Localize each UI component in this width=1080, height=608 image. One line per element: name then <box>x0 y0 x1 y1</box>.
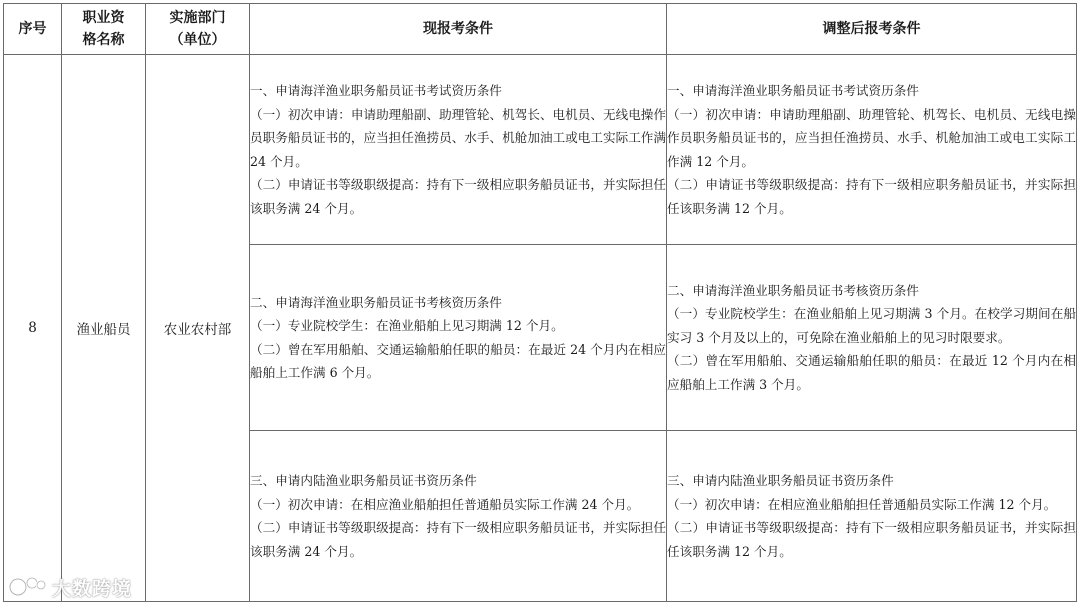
dashuju-logo-icon <box>8 573 48 601</box>
current-3-heading: 三、申请内陆渔业职务船员证书资历条件 <box>250 473 477 488</box>
adjusted-2-item-1: （一）专业院校学生：在渔业船舶上见习期满 3 个月。在校学习期间在船实习 3 个月及以上的，可免除在渔业船舶上的见习时限要求。 <box>667 306 1076 345</box>
header-adjusted-conditions: 调整后报考条件 <box>667 4 1077 55</box>
current-2-heading: 二、申请海洋渔业职务船员证书考核资历条件 <box>250 294 502 310</box>
adjusted-conditions-cell-3 <box>667 431 1077 602</box>
adjusted-3-item-2: （二）申请证书等级职级提高：持有下一级相应职务船员证书，并实际担任该职务满 12 个月。 <box>667 520 1076 559</box>
current-conditions-cell-1 <box>250 55 667 245</box>
header-department: 实施部门（单位） <box>146 4 250 55</box>
adjusted-conditions-cell-1 <box>667 55 1077 245</box>
current-2-item-2: （二）曾在军用船舶、交通运输船舶任职的船员：在最近 24 个月内在相应船舶上工作满 6 个月。 <box>250 341 666 380</box>
current-1-heading: 一、申请海洋渔业职务船员证书考试资历条件 <box>250 83 502 98</box>
current-1-item-1: （一）初次申请：申请助理船副、助理管轮、机驾长、电机员、无线电操作员职务船员证书的，应当担任渔捞员、水手、机舱加油工或电工实际工作满 24 个月。 <box>250 106 666 169</box>
table-row <box>4 55 1077 245</box>
adjusted-3-heading: 三、申请内陆渔业职务船员证书资历条件 <box>667 473 894 488</box>
qualification-cell: 渔业船员 <box>62 55 146 602</box>
current-3-item-1: （一）初次申请：在相应渔业船舶担任普通船员实际工作满 24 个月。 <box>250 496 640 512</box>
current-conditions-cell-3 <box>250 431 667 602</box>
current-conditions-cell-2 <box>250 245 667 431</box>
header-current-conditions: 现报考条件 <box>250 4 667 55</box>
header-qualification: 职业资格名称 <box>62 4 146 55</box>
qualification-table <box>3 3 1077 602</box>
watermark <box>8 572 132 602</box>
adjusted-2-item-2: （二）曾在军用船舶、交通运输船舶任职的船员：在最近 12 个月内在相应船舶上工作满 3 个月。 <box>667 353 1076 392</box>
watermark-text: 大数跨境 <box>52 577 133 600</box>
department-cell: 农业农村部 <box>146 55 250 602</box>
adjusted-conditions-cell-2 <box>667 245 1077 431</box>
current-2-item-1: （一）专业院校学生：在渔业船舶上见习期满 12 个月。 <box>250 318 564 333</box>
current-1-item-2: （二）申请证书等级职级提高：持有下一级相应职务船员证书，并实际担任该职务满 24 个月。 <box>250 177 666 216</box>
header-row <box>4 4 1077 55</box>
adjusted-1-item-1: （一）初次申请：申请助理船副、助理管轮、机驾长、电机员、无线电操作员职务船员证书的，应当担任渔捞员、水手、机舱加油工或电工实际工作满 12 个月。 <box>667 106 1076 169</box>
adjusted-2-heading: 二、申请海洋渔业职务船员证书考核资历条件 <box>667 282 919 298</box>
adjusted-1-item-2: （二）申请证书等级职级提高：持有下一级相应职务船员证书，并实际担任该职务满 12 个月。 <box>667 177 1076 216</box>
header-seq: 序号 <box>4 4 62 55</box>
seq-cell: 8 <box>4 55 62 602</box>
adjusted-1-heading: 一、申请海洋渔业职务船员证书考试资历条件 <box>667 83 919 98</box>
adjusted-3-item-1: （一）初次申请：在相应渔业船舶担任普通船员实际工作满 12 个月。 <box>667 496 1057 512</box>
current-3-item-2: （二）申请证书等级职级提高：持有下一级相应职务船员证书，并实际担任该职务满 24 个月。 <box>250 520 666 559</box>
